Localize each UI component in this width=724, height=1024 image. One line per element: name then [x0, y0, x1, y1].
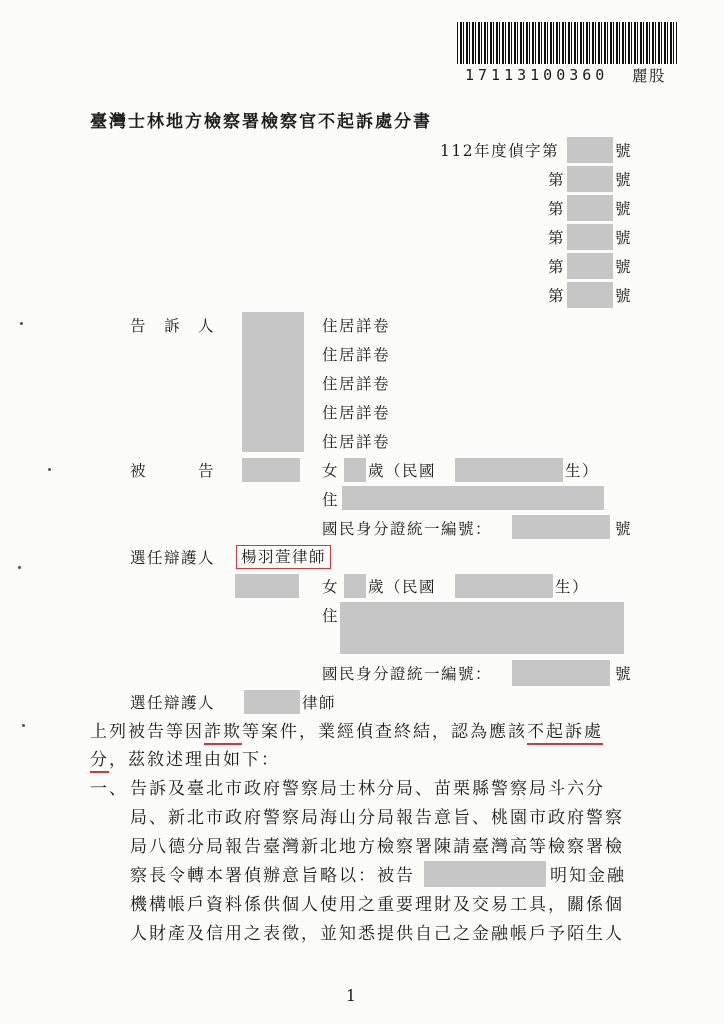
reason-line-2: 局、新北市政府警察局海山分局報告意旨、桃園市政府警察 — [130, 808, 624, 828]
redacted-age — [344, 458, 366, 482]
scan-speck — [18, 566, 21, 569]
item-number: 一、 — [90, 779, 128, 799]
reason-line-4a: 察長令轉本署偵辦意旨略以：被告 — [130, 866, 415, 886]
body-text: 上列被告等因 — [90, 722, 204, 742]
docket-prefix: 第 — [548, 287, 566, 305]
defendant-gender: 女 — [322, 578, 340, 596]
body-text: ，茲敘述理由如下： — [109, 750, 280, 770]
reason-line-4b: 明知金融 — [550, 866, 626, 886]
docket-first-prefix: 112年度偵字第 — [440, 142, 560, 160]
complainant-address: 住居詳卷 — [322, 346, 391, 364]
defendant-gender: 女 — [322, 462, 340, 480]
defender-name: 楊羽萱律師 — [236, 545, 331, 569]
redacted-defendant-name — [235, 574, 299, 598]
redacted-age — [344, 574, 366, 598]
redacted-address — [342, 486, 604, 510]
docket-suffix: 號 — [615, 171, 633, 189]
id-label: 國民身分證統一編號： — [322, 665, 493, 683]
highlight-fraud: 詐欺 — [204, 722, 242, 745]
body-line-2 — [90, 748, 280, 772]
docket-prefix: 第 — [548, 200, 566, 218]
highlight-non-prosecution: 不起訴處 — [527, 722, 603, 745]
id-suffix: 號 — [615, 520, 633, 538]
redacted-defendant-name — [424, 861, 546, 887]
lawyer-suffix: 律師 — [302, 694, 337, 712]
reason-line-3: 局八德分局報告臺灣新北地方檢察署陳請臺灣高等檢察署檢 — [130, 837, 624, 857]
born-label: 生） — [555, 578, 590, 596]
reason-line-6: 人財產及信用之表徵，並知悉提供自己之金融帳戶予陌生人 — [130, 924, 624, 944]
defender-label: 選任辯護人 — [130, 694, 216, 712]
redacted-lawyer-name — [244, 690, 300, 714]
redacted-complainant-names — [242, 312, 304, 452]
redacted-docket-number — [567, 137, 613, 163]
redacted-birthdate — [455, 458, 563, 482]
document-title: 臺灣士林地方檢察署檢察官不起訴處分書 — [90, 112, 432, 132]
body-line-1 — [90, 720, 603, 744]
docket-prefix: 第 — [548, 229, 566, 247]
redacted-docket-number — [567, 253, 613, 279]
complainant-address: 住居詳卷 — [322, 404, 391, 422]
body-text: 等案件，業經偵查終結，認為應該 — [242, 722, 527, 742]
redacted-docket-number — [567, 224, 613, 250]
docket-suffix: 號 — [615, 287, 633, 305]
complainant-address: 住居詳卷 — [322, 433, 391, 451]
born-label: 生） — [565, 462, 600, 480]
id-suffix: 號 — [615, 665, 633, 683]
reason-line-5: 機構帳戶資料係供個人使用之重要理財及交易工具，關係個 — [130, 895, 624, 915]
residence-label: 住 — [322, 491, 340, 509]
highlight-non-prosecution: 分 — [90, 750, 109, 773]
defendant-label: 被 告 — [130, 462, 216, 480]
clerk-label: 麗股 — [632, 67, 667, 85]
age-label: 歲（民國 — [368, 462, 437, 480]
docket-prefix: 第 — [548, 171, 566, 189]
complainant-address: 住居詳卷 — [322, 317, 391, 335]
page-number: 1 — [346, 987, 358, 1005]
redacted-docket-number — [567, 195, 613, 221]
docket-suffix: 號 — [615, 258, 633, 276]
redacted-defendant-name — [242, 458, 300, 482]
docket-suffix: 號 — [615, 200, 633, 218]
defender-label: 選任辯護人 — [130, 549, 216, 567]
reason-line-1: 告訴及臺北市政府警察局士林分局、苗栗縣警察局斗六分 — [130, 779, 605, 799]
redacted-docket-number — [567, 166, 613, 192]
docket-suffix: 號 — [615, 142, 633, 160]
redacted-id-number — [512, 515, 610, 539]
id-label: 國民身分證統一編號： — [322, 520, 493, 538]
residence-label: 住 — [322, 607, 340, 625]
scan-speck — [22, 724, 25, 727]
barcode — [457, 22, 677, 64]
docket-suffix: 號 — [615, 229, 633, 247]
scan-speck — [48, 468, 51, 471]
redacted-id-number — [512, 660, 610, 686]
case-number: 17113100360 — [465, 66, 609, 84]
age-label: 歲（民國 — [368, 578, 437, 596]
redacted-address — [340, 602, 624, 654]
docket-prefix: 第 — [548, 258, 566, 276]
redacted-birthdate — [455, 574, 553, 598]
complainant-label: 告 訴 人 — [130, 317, 216, 335]
scan-speck — [20, 322, 23, 325]
redacted-docket-number — [567, 282, 613, 308]
complainant-address: 住居詳卷 — [322, 375, 391, 393]
